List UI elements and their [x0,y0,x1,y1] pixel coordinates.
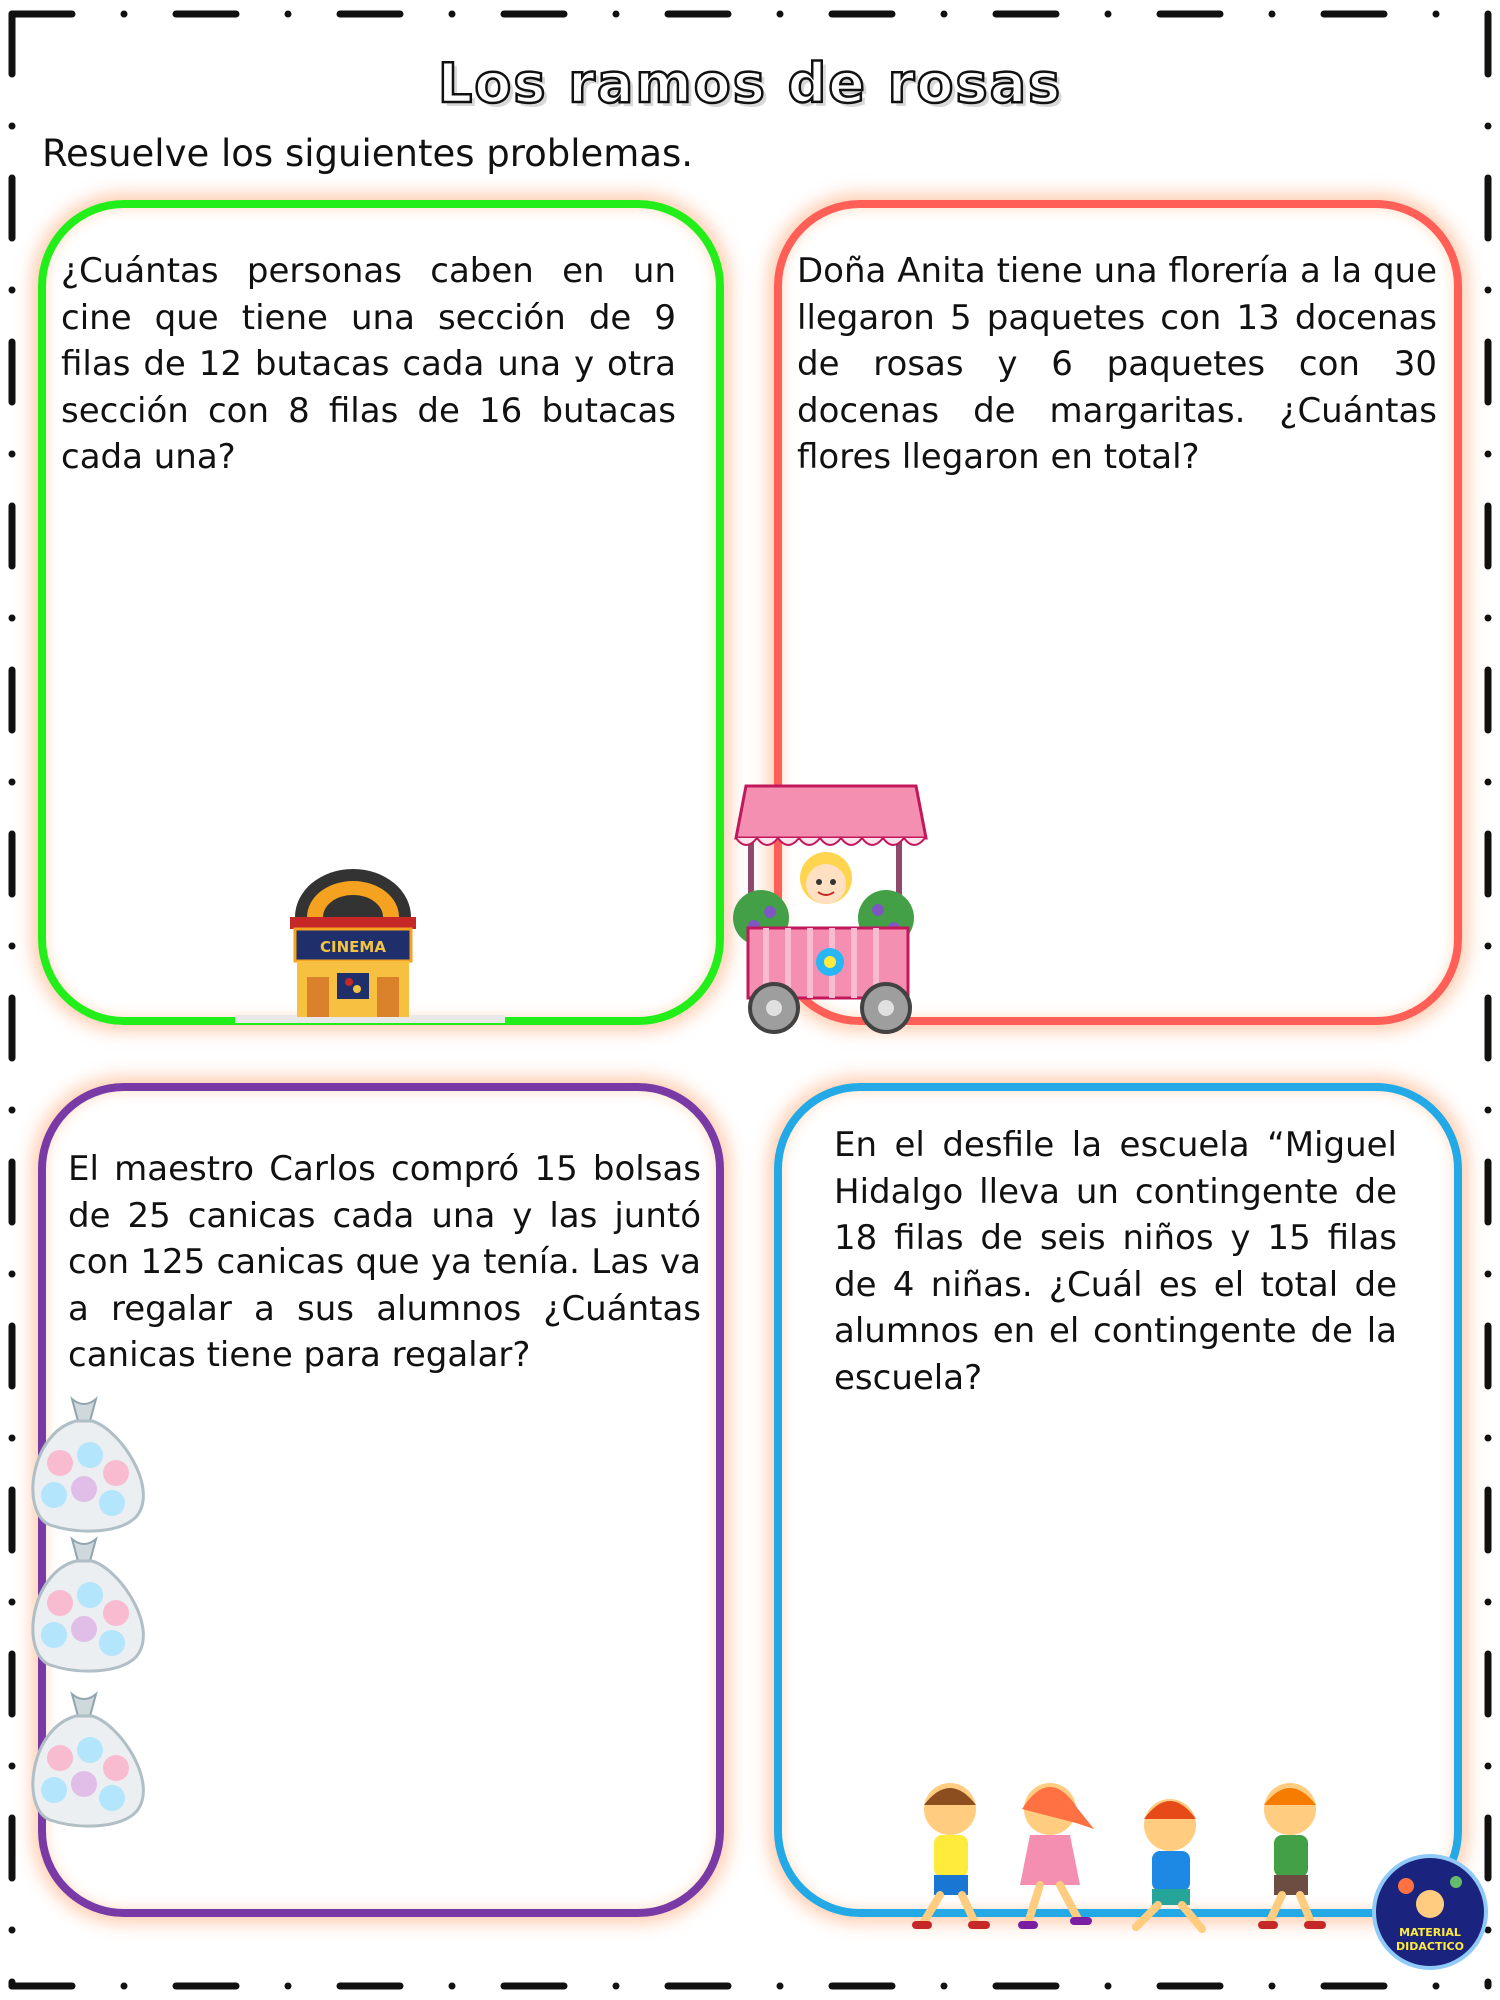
logo-text-line-2: DIDACTICO [1396,1940,1464,1953]
marble-bag-icon [20,1533,150,1673]
cinema-sign-text: CINEMA [320,938,386,956]
problem-text-4: En el desfile la escuela “Miguel Hidalgo lleva un contingente de 18 filas de seis niños y 15 filas de 4 niñas. ¿Cuál es el total de alumnos en el contingente de la escuela? [834,1125,1397,1398]
problem-text-3: El maestro Carlos compró 15 bolsas de 25 canicas cada una y las juntó con 125 canicas que ya tenía. Las va a regalar a sus alumnos ¿Cuántas canicas tiene para regalar? [68,1149,701,1375]
material-didactico-logo [1370,1852,1490,1972]
page-title: Los ramos de rosas [437,52,1063,115]
running-kids-icon [890,1775,1360,1935]
marble-bag-icon [20,1688,150,1828]
cinema-icon [235,865,505,1025]
problem-text-2: Doña Anita tiene una florería a la que llegaron 5 paquetes con 13 docenas de rosas y 6 paquetes con 30 docenas de margaritas. ¿Cuántas flores llegaron en total? [797,251,1437,477]
logo-text-line-1: MATERIAL [1399,1926,1461,1939]
instructions: Resuelve los siguientes problemas. [42,132,694,175]
marble-bag-icon [20,1393,150,1533]
flower-cart-icon [726,778,946,1040]
problem-text-1: ¿Cuántas personas caben en un cine que tiene una sección de 9 filas de 12 butacas cada una y otra sección con 8 filas de 16 butacas cada una? [61,251,676,477]
